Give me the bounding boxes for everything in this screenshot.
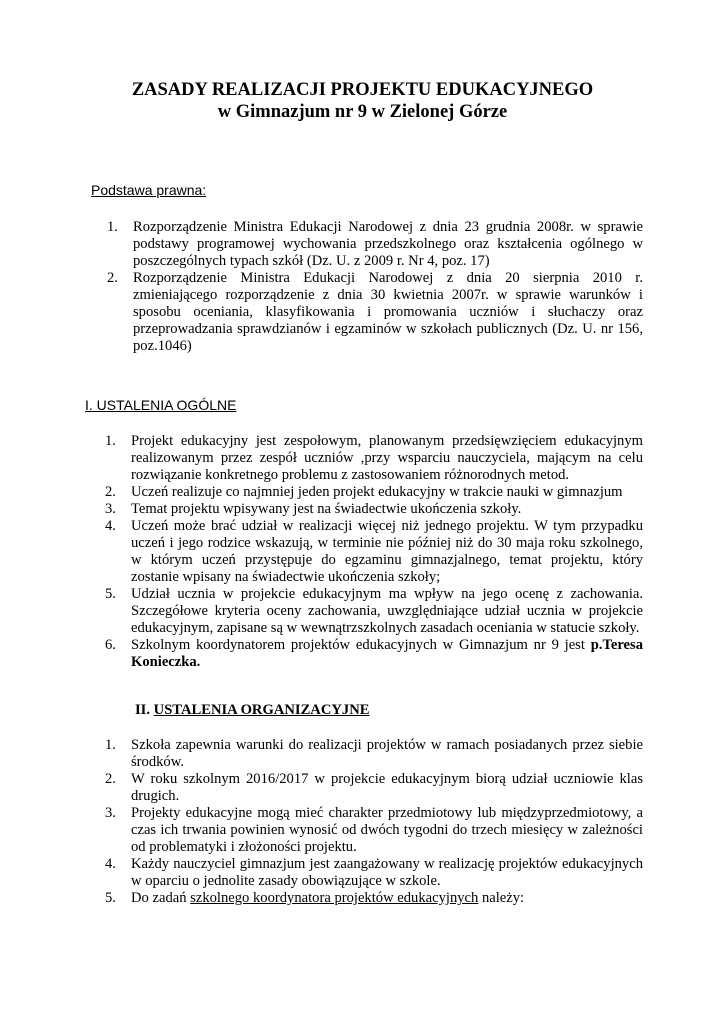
section1-list xyxy=(105,433,643,671)
coordinator-name: p.Teresa Konieczka. xyxy=(131,637,643,670)
list-item: 1. Rozporządzenie Ministra Edukacji Narodowej z dnia 23 grudnia 2008r. w sprawie podstawy programowej wychowania przedszkolnego oraz kształcenia ogólnego w poszczególnych typach szkół (Dz. U. z 2009 r. Nr 4, poz. 17) xyxy=(107,219,643,269)
document-title xyxy=(0,79,725,123)
list-item: 4. Każdy nauczyciel gimnazjum jest zaangażowany w realizację projektów edukacyjnych w oparciu o jednolite zasady obowiązujące w szkole. xyxy=(105,856,643,889)
list-item: 2. W roku szkolnym 2016/2017 w projekcie edukacyjnym biorą udział uczniowie klas drugich. xyxy=(105,771,643,804)
legal-basis-heading: Podstawa prawna: xyxy=(91,182,207,198)
list-item: 5. Do zadań szkolnego koordynatora projektów edukacyjnych należy: xyxy=(105,890,525,906)
title-line-1: ZASADY REALIZACJI PROJEKTU EDUKACYJNEGO xyxy=(131,80,594,100)
list-item: 6. Szkolnym koordynatorem projektów edukacyjnych w Gimnazjum nr 9 jest p.Teresa Konieczka. xyxy=(105,637,643,670)
list-item: 2. Uczeń realizuje co najmniej jeden projekt edukacyjny w trakcie nauki w gimnazjum xyxy=(105,484,623,500)
list-item: 4. Uczeń może brać udział w realizacji więcej niż jednego projektu. W tym przypadku uczeń i jego rodzice wskazują, w terminie nie później niż do 30 maja roku szkolnego, w którym uczeń przystępuje do egzaminu gimnazjalnego, temat projektu, który zostanie wpisany na świadectwie ukończenia szkoły; xyxy=(105,518,643,585)
list-item: 3. Temat projektu wpisywany jest na świadectwie ukończenia szkoły. xyxy=(105,501,522,517)
title-line-2: w Gimnazjum nr 9 w Zielonej Górze xyxy=(217,102,508,122)
list-item: 2. Rozporządzenie Ministra Edukacji Narodowej z dnia 20 sierpnia 2010 r. zmieniającego rozporządzenie z dnia 30 kwietnia 2007r. w sprawie warunków i sposobu oceniania, klasyfikowania i promowania uczniów i słuchaczy oraz przeprowadzania sprawdzianów i egzaminów w szkołach publicznych (Dz. U. nr 156, poz.1046) xyxy=(107,270,643,354)
list-item: 1. Projekt edukacyjny jest zespołowym, planowanym przedsięwzięciem edukacyjnym realizowanym przez zespół uczniów ,przy wsparciu nauczyciela, mającym na celu rozwiązanie konkretnego problemu z zastosowaniem różnorodnych metod. xyxy=(105,433,643,483)
legal-basis-list xyxy=(107,219,643,355)
list-item: 1. Szkoła zapewnia warunki do realizacji projektów w ramach posiadanych przez siebie środków. xyxy=(105,737,643,770)
list-item: 5. Udział ucznia w projekcie edukacyjnym ma wpływ na jego ocenę z zachowania. Szczegółowe kryteria oceny zachowania, uwzględniające udział ucznia w projekcie edukacyjnym, zapisane są w wewnątrzszkolnych zasadach oceniania w statucie szkoły. xyxy=(105,586,643,636)
coordinator-link-text: szkolnego koordynatora projektów edukacyjnych xyxy=(190,890,479,906)
section2-heading: II. USTALENIA ORGANIZACYJNE xyxy=(135,702,370,718)
list-item: 3. Projekty edukacyjne mogą mieć charakter przedmiotowy lub międzyprzedmiotowy, a czas ich trwania powinien wynosić od dwóch tygodni do trzech miesięcy w zależności od problematyki i złożoności projektu. xyxy=(105,805,643,855)
section1-heading: I. USTALENIA OGÓLNE xyxy=(85,397,237,413)
section2-list xyxy=(105,737,643,907)
